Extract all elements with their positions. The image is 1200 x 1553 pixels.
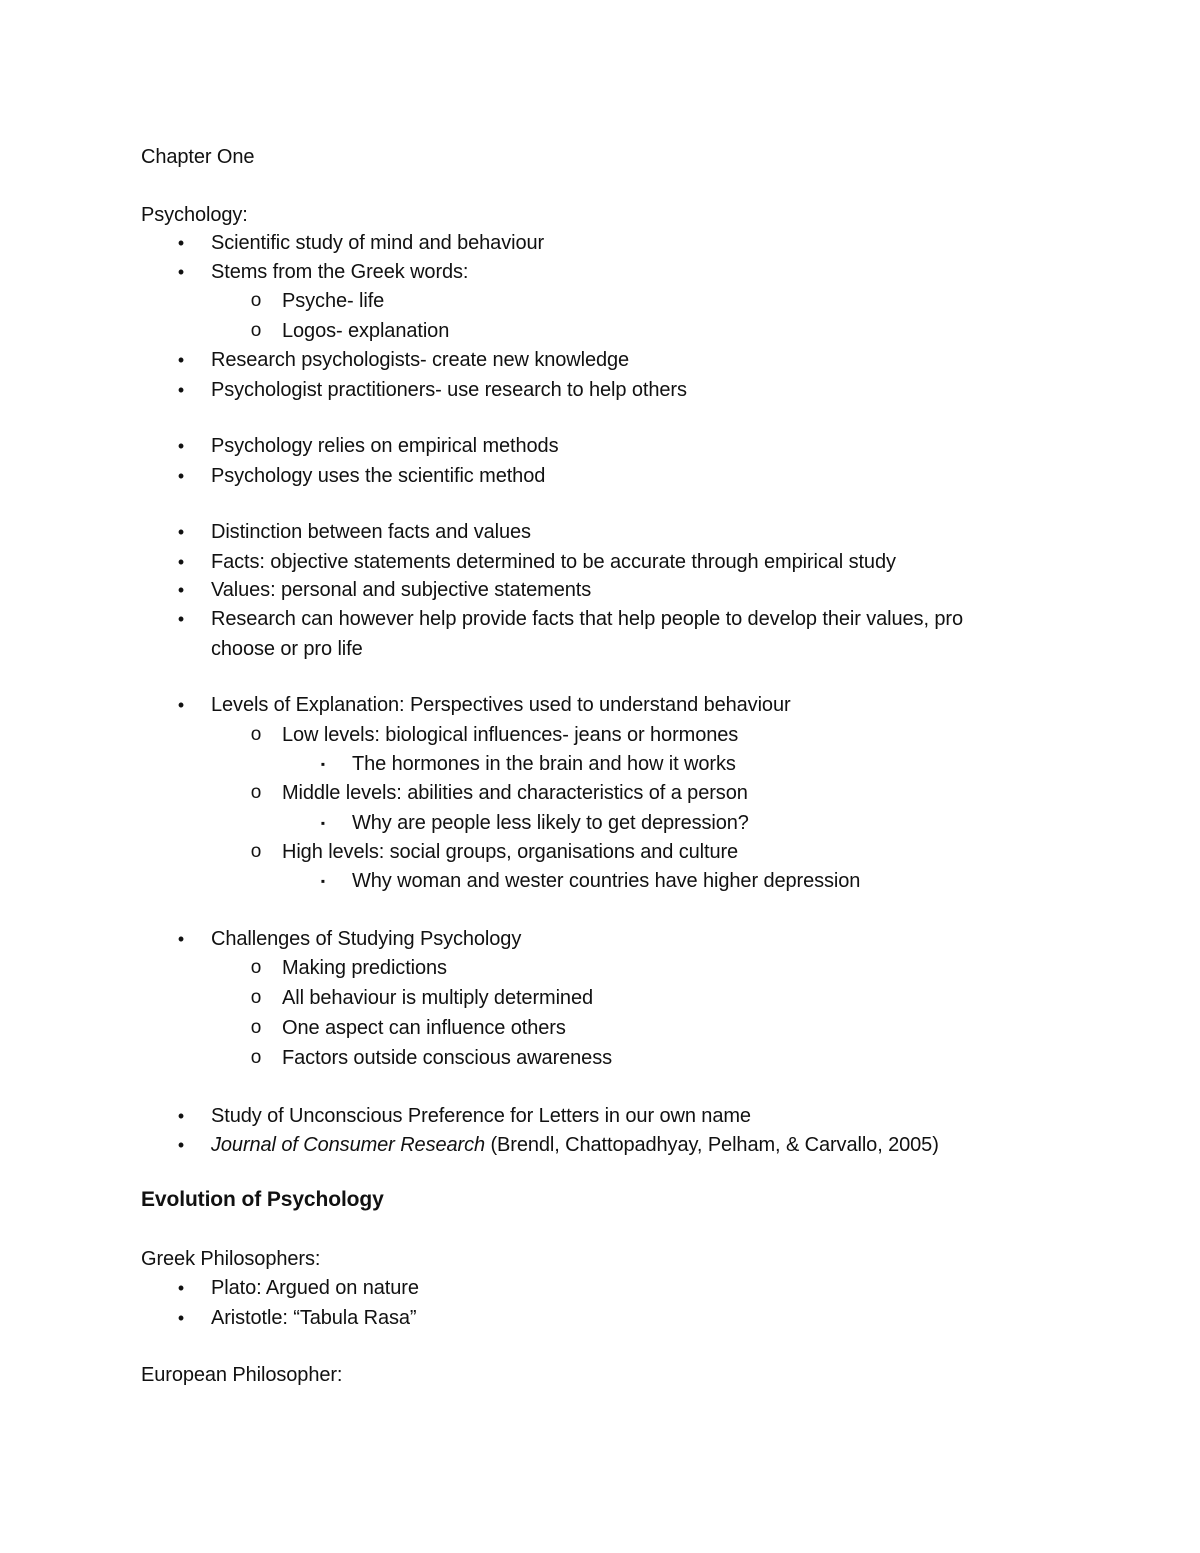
bullet: •	[177, 436, 185, 456]
list-item: Scientific study of mind and behaviour	[211, 232, 545, 254]
bullet: •	[177, 1135, 185, 1155]
list-item: One aspect can influence others	[282, 1017, 566, 1039]
bullet: •	[177, 522, 185, 542]
list-item: Plato: Argued on nature	[211, 1277, 419, 1299]
chapter-title: Chapter One	[141, 146, 255, 168]
bullet: o	[250, 987, 262, 1008]
bullet: o	[250, 957, 262, 978]
list-item: Psyche- life	[282, 290, 385, 312]
list-item: Challenges of Studying Psychology	[211, 928, 522, 950]
list-item: Psychology uses the scientific method	[211, 465, 546, 487]
greek-philosophers-label: Greek Philosophers:	[141, 1248, 321, 1270]
bullet: •	[177, 350, 185, 370]
list-item: Levels of Explanation: Perspectives used to understand behaviour	[211, 694, 791, 716]
european-philosopher-label: European Philosopher:	[141, 1364, 343, 1386]
bullet: o	[250, 724, 262, 745]
psychology-label: Psychology:	[141, 204, 248, 226]
list-item: The hormones in the brain and how it works	[352, 753, 736, 775]
bullet: •	[177, 380, 185, 400]
list-item: Factors outside conscious awareness	[282, 1047, 612, 1069]
bullet: •	[177, 1106, 185, 1126]
list-item: Distinction between facts and values	[211, 521, 531, 543]
bullet: o	[250, 320, 262, 341]
bullet: •	[177, 929, 185, 949]
list-item: Psychology relies on empirical methods	[211, 435, 559, 457]
list-item: Psychologist practitioners- use research to help others	[211, 379, 687, 401]
bullet: o	[250, 782, 262, 803]
bullet: o	[250, 841, 262, 862]
list-item: Low levels: biological influences- jeans or hormones	[282, 724, 739, 746]
bullet: •	[177, 1308, 185, 1328]
list-item: High levels: social groups, organisations and culture	[282, 841, 739, 863]
list-item: Research psychologists- create new knowledge	[211, 349, 630, 371]
bullet: •	[177, 1278, 185, 1298]
bullet: o	[250, 290, 262, 311]
bullet: o	[250, 1047, 262, 1068]
list-item: All behaviour is multiply determined	[282, 987, 593, 1009]
section-heading: Evolution of Psychology	[141, 1188, 384, 1211]
list-item: Values: personal and subjective statements	[211, 579, 592, 601]
list-item: Making predictions	[282, 957, 447, 979]
list-item: Aristotle: “Tabula Rasa”	[211, 1307, 417, 1329]
bullet: •	[177, 609, 185, 629]
bullet: •	[177, 233, 185, 253]
list-item: Stems from the Greek words:	[211, 261, 469, 283]
bullet: •	[177, 580, 185, 600]
bullet: •	[177, 466, 185, 486]
journal-citation: (Brendl, Chattopadhyay, Pelham, & Carvallo, 2005)	[485, 1134, 939, 1156]
bullet: •	[177, 552, 185, 572]
list-item: Research can however help provide facts that help people to develop their values, pro	[211, 608, 963, 630]
list-item-continuation: choose or pro life	[211, 638, 363, 660]
bullet: •	[177, 695, 185, 715]
bullet: •	[177, 262, 185, 282]
bullet: ▪	[320, 874, 326, 888]
bullet: ▪	[320, 816, 326, 830]
list-item: Why are people less likely to get depression?	[352, 812, 749, 834]
bullet: ▪	[320, 757, 326, 771]
list-item: Middle levels: abilities and characteristics of a person	[282, 782, 748, 804]
list-item: Facts: objective statements determined to be accurate through empirical study	[211, 551, 896, 573]
list-item: Why woman and wester countries have higher depression	[352, 870, 861, 892]
journal-citation-item	[211, 1133, 939, 1157]
bullet: o	[250, 1017, 262, 1038]
journal-title: Journal of Consumer Research	[211, 1134, 485, 1156]
list-item: Logos- explanation	[282, 320, 450, 342]
list-item: Study of Unconscious Preference for Letters in our own name	[211, 1105, 751, 1127]
